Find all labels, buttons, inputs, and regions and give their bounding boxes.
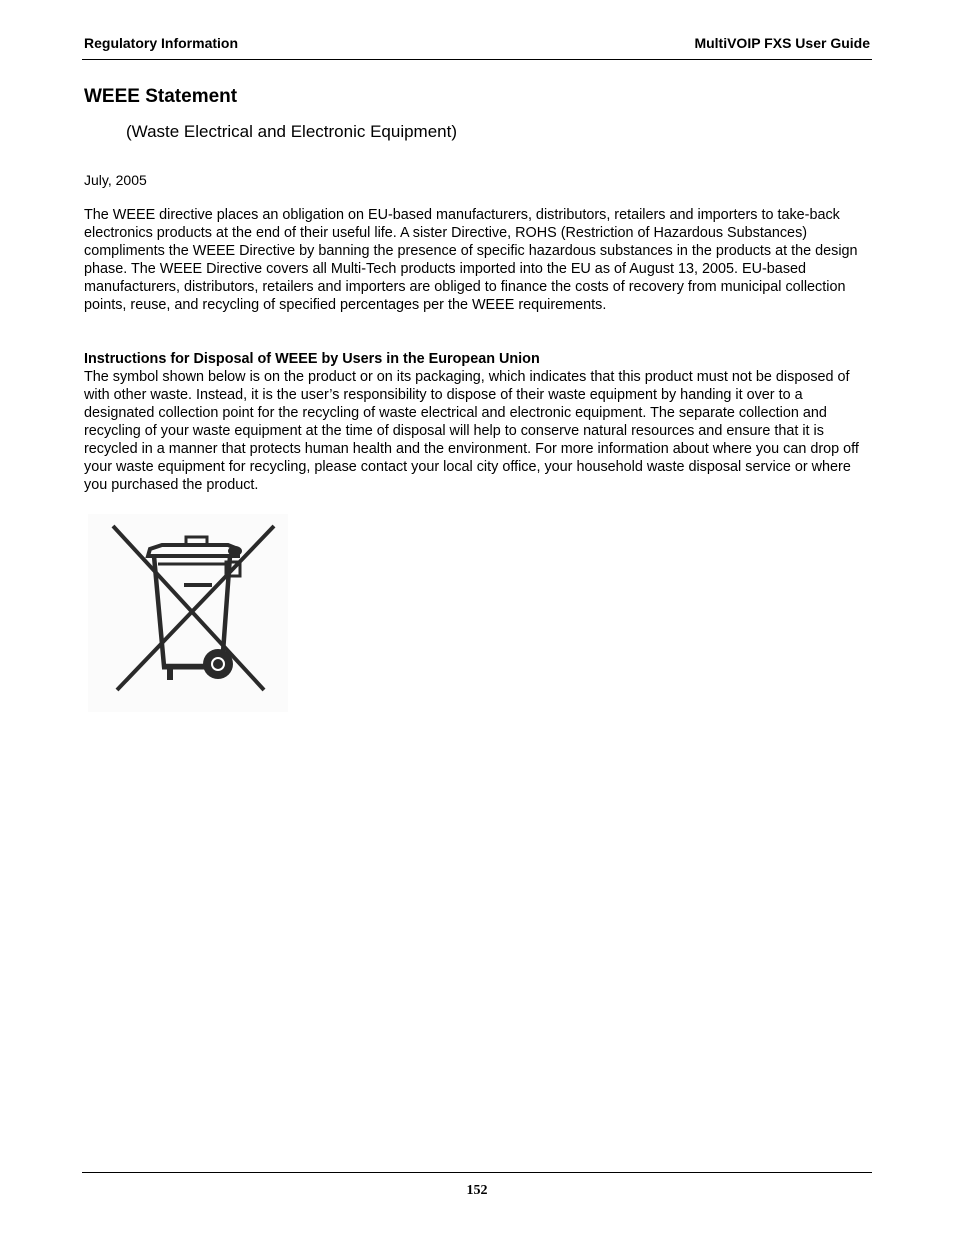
header-guide-title: MultiVOIP FXS User Guide — [694, 35, 870, 51]
page-footer — [82, 1172, 872, 1199]
date-line: July, 2005 — [84, 172, 147, 188]
instructions-paragraph: The symbol shown below is on the product or on its packaging, which indicates that this product must not be disposed of with other waste. Instead, it is the user’s responsibility to dispose of their waste equipment by handing it over to a designated collection point for the recycling of waste electrical and electronic equipment. The separate collection and recycling of your waste equipment at the time of disposal will help to conserve natural resources and ensure that it is recycled in a manner that protects human health and the environment. For more information about where you can drop off your waste equipment for recycling, please contact your local city office, your household waste disposal service or where you purchased the product. — [84, 369, 859, 493]
crossed-out-wheeled-bin-icon — [88, 514, 288, 712]
directive-paragraph: The WEEE directive places an obligation on EU-based manufacturers, distributors, retailers and importers to take-back electronics products at the end of their useful life. A sister Directive, ROHS (Restriction of Hazardous Substances) compliments the WEEE Directive by banning the presence of specific hazardous substances in the products at the design phase. The WEEE Directive covers all Multi-Tech products imported into the EU as of August 13, 2005. EU-based manufacturers, distributors, retailers and importers are obliged to finance the costs of recovery from municipal collection points, reuse, and recycling of specified percentages per the WEEE requirements. — [84, 207, 858, 313]
section-title: WEEE Statement — [84, 86, 238, 107]
header-section-title: Regulatory Information — [84, 35, 239, 51]
instructions-heading: Instructions for Disposal of WEEE by Users in the European Union — [84, 351, 540, 367]
page-number: 152 — [466, 1183, 488, 1198]
page-header — [82, 33, 872, 60]
section-subtitle: (Waste Electrical and Electronic Equipment) — [126, 122, 458, 141]
